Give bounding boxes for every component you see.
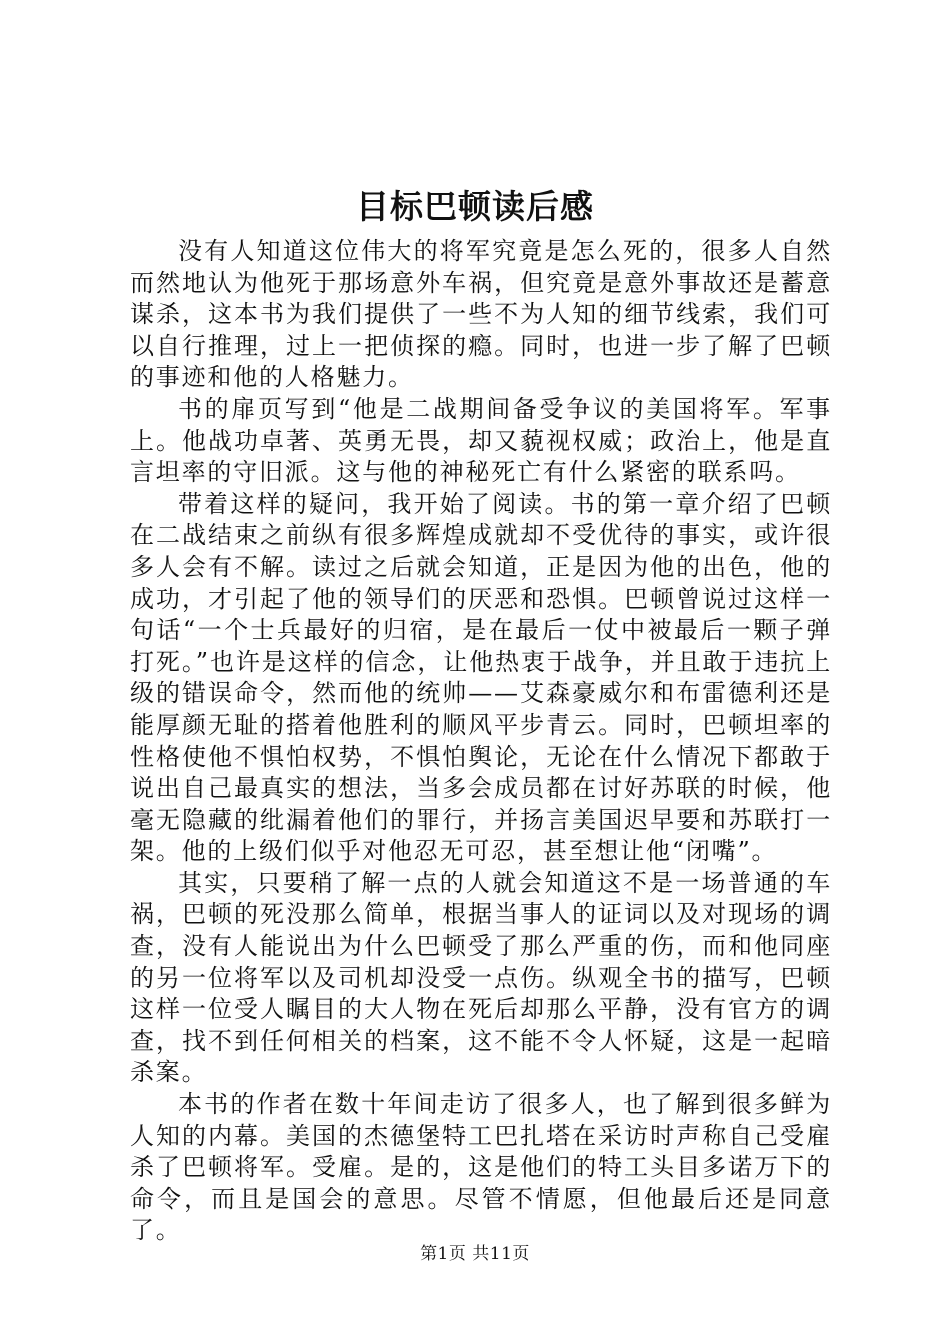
article-body [130, 236, 832, 1247]
paragraph-3: 带着这样的疑问，我开始了阅读。书的第一章介绍了巴顿在二战结束之前纵有很多辉煌成就却不受优待的事实，或许很多人会有不解。读过之后就会知道，正是因为他的出色，他的成功，才引起了他的领导们的厌恶和恐惧。巴顿曾说过这样一句话“一个士兵最好的归宿，是在最后一仗中被最后一颗子弹打死。”也许是这样的信念，让他热衷于战争，并且敢于违抗上级的错误命令，然而他的统帅——艾森豪威尔和布雷德利还是能厚颜无耻的搭着他胜利的顺风平步青云。同时，巴顿坦率的性格使他不惧怕权势，不惧怕舆论，无论在什么情况下都敢于说出自己最真实的想法，当多会成员都在讨好苏联的时候，他毫无隐藏的纰漏着他们的罪行，并扬言美国迟早要和苏联打一架。他的上级们似乎对他忍无可忍，甚至想让他“闭嘴”。 [130, 489, 832, 866]
page-number-footer: 第1页 共11页 [420, 1244, 530, 1264]
paragraph-5: 本书的作者在数十年间走访了很多人，也了解到很多鲜为人知的内幕。美国的杰德堡特工巴扎塔在采访时声称自己受雇杀了巴顿将军。受雇。是的，这是他们的特工头目多诺万下的命令，而且是国会的意思。尽管不情愿，但他最后还是同意了。 [130, 1090, 832, 1245]
paragraph-4: 其实，只要稍了解一点的人就会知道这不是一场普通的车祸，巴顿的死没那么简单，根据当事人的证词以及对现场的调查，没有人能说出为什么巴顿受了那么严重的伤，而和他同座的另一位将军以及司机却没受一点伤。纵观全书的描写，巴顿这样一位受人瞩目的大人物在死后却那么平静，没有官方的调查，找不到任何相关的档案，这不能不令人怀疑，这是一起暗杀案。 [130, 868, 832, 1087]
paragraph-1: 没有人知道这位伟大的将军究竟是怎么死的，很多人自然而然地认为他死于那场意外车祸，但究竟是意外事故还是蓄意谋杀，这本书为我们提供了一些不为人知的细节线索，我们可以自行推理，过上一把侦探的瘾。同时，也进一步了解了巴顿的事迹和他的人格魅力。 [130, 237, 832, 392]
paragraph-2: 书的扉页写到“他是二战期间备受争议的美国将军。军事上。他战功卓著、英勇无畏，却又藐视权威；政治上，他是直言坦率的守旧派。这与他的神秘死亡有什么紧密的联系吗。 [130, 394, 832, 487]
page-title: 目标巴顿读后感 [356, 187, 594, 226]
